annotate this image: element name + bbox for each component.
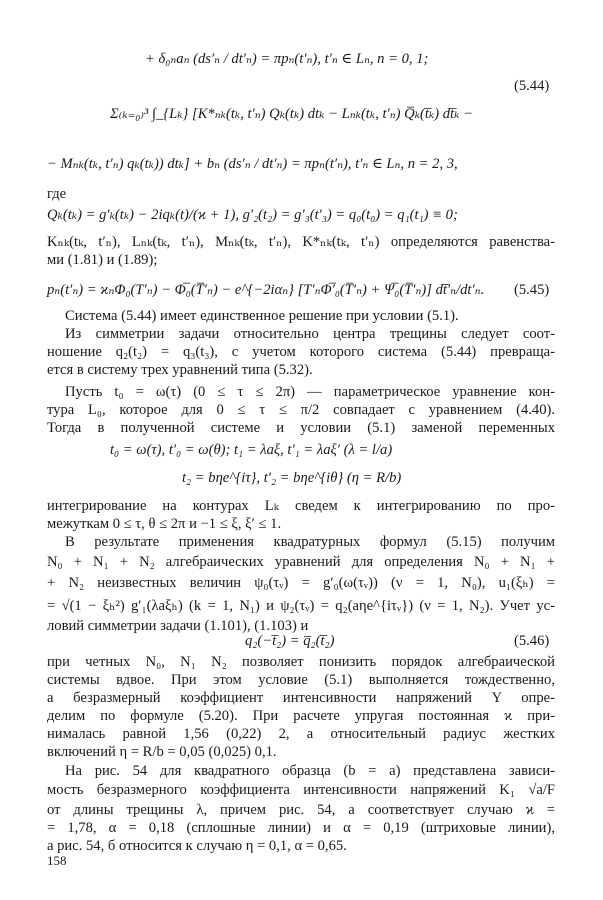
paragraph-4-line-1: интегрирование на контурах Lₖ сведем к интегрированию по про- — [47, 498, 555, 514]
paragraph-7-line-3: от длины трещины λ, причем рис. 54, а соответствует случаю ϰ = — [47, 802, 555, 818]
paragraph-7-line-2: мость безразмерного коэффициента интенсивности напряжений K₁ √a/F — [47, 782, 555, 798]
paragraph-1-line-1: Система (5.44) имеет единственное решение при условии (5.1). — [65, 308, 459, 324]
paragraph-3-line-2: тура L₀, которое для 0 ≤ τ ≤ π/2 совпадает с уравнением (4.40). — [47, 402, 555, 418]
paragraph-6-line-4: делим по формуле (5.20). При расчете упругая постоянная ϰ при- — [47, 708, 555, 724]
equation-5-44-line-1: + δ₀ₙaₙ (ds′ₙ / dt′ₙ) = πpₙ(t′ₙ), t′ₙ ∈ Lₙ, n = 0, 1; — [145, 51, 429, 67]
paragraph-6-line-5: нималась равной 1,56 (0,22) 2, а относительный радиус жестких — [47, 726, 555, 742]
equation-number-5-44: (5.44) — [514, 78, 550, 94]
paragraph-5-line-1: В результате применения квадратурных формул (5.15) получим — [65, 534, 555, 550]
paragraph-5-line-2: N₀ + N₁ + N₂ алгебраических уравнений для определения N₀ + N₁ + — [47, 554, 555, 570]
substitution-line-1: t₀ = ω(τ), t′₀ = ω(θ); t₁ = λaξ, t′₁ = λaξ′ (λ = l/a) — [110, 442, 393, 458]
equation-5-44-line-2: Σ₍ₖ₌₀₎³ ∫_{Lₖ} [K*ₙₖ(tₖ, t′ₙ) Qₖ(tₖ) dtₖ − Lₙₖ(tₖ, t′ₙ) Q̅ₖ(t̅ₖ) dt̅ₖ − — [110, 106, 473, 122]
equation-5-45: pₙ(t′ₙ) = ϰₙΦ₀(T′ₙ) − Φ̅₀(T̅′ₙ) − e^{−2iαₙ} [T′ₙΦ̅′₀(T̅′ₙ) + Ψ̅₀(T̅′ₙ)] dt̅′ₙ/dt′ₙ. — [47, 282, 485, 298]
paragraph-4-line-2: межуткам 0 ≤ τ, θ ≤ 2π и −1 ≤ ξ, ξ′ ≤ 1. — [47, 516, 282, 532]
paragraph-7-line-4: = 1,78, α = 0,18 (сплошные линии) и α = 0,19 (штриховые линии), — [47, 820, 555, 836]
paragraph-2-line-1: Из симметрии задачи относительно центра трещины следует соот- — [65, 326, 555, 342]
paragraph-7-line-1: На рис. 54 для квадратного образца (b = a) представлена зависи- — [65, 763, 555, 779]
equation-number-5-46: (5.46) — [514, 633, 550, 649]
paragraph-5-line-5: ловий симметрии задачи (1.101), (1.103) и — [47, 618, 309, 634]
paragraph-3-line-1: Пусть t₀ = ω(τ) (0 ≤ τ ≤ 2π) — параметрическое уравнение кон- — [65, 384, 555, 400]
paragraph-6-line-1: при четных N₀, N₁ N₂ позволяет понизить порядок алгебраической — [47, 654, 555, 670]
definition-K-line: Kₙₖ(tₖ, t′ₙ), Lₙₖ(tₖ, t′ₙ), Mₙₖ(tₖ, t′ₙ), K*ₙₖ(tₖ, t′ₙ) определяются равенства- — [47, 234, 555, 250]
equation-number-5-45: (5.45) — [514, 282, 550, 298]
where-word: где — [47, 186, 67, 202]
equation-5-46: q₂(−t̅₂) = q̅₂(t̅₂) — [245, 633, 335, 649]
paragraph-7-line-5: а рис. 54, б относится к случаю η = 0,1, α = 0,65. — [47, 838, 347, 854]
page-number: 158 — [47, 853, 67, 868]
equation-5-44-line-3: − Mₙₖ(tₖ, t′ₙ) qₖ(tₖ)) dtₖ] + bₙ (ds′ₙ / dt′ₙ) = πpₙ(t′ₙ), t′ₙ ∈ Lₙ, n = 2, 3, — [47, 156, 458, 172]
paragraph-3-line-3: Тогда в полученной системе и условии (5.1) заменой переменных — [47, 420, 555, 436]
paragraph-5-line-3: + N₂ неизвестных величин ψ₀(τᵥ) = g′₀(ω(τᵥ)) (ν = 1, N₀), u₁(ξₕ) = — [47, 575, 555, 591]
paragraph-6-line-2: системы вдвое. При этом условие (5.1) выполняется тождественно, — [47, 672, 555, 688]
paragraph-6-line-3: а безразмерный коэффициент интенсивности напряжений Y опре- — [47, 690, 555, 706]
paragraph-2-line-3: ется в систему трех уравнений типа (5.32). — [47, 362, 313, 378]
definition-K-line-2: ми (1.81) и (1.89); — [47, 252, 158, 268]
paragraph-5-line-4: = √(1 − ξₕ²) g′₁(λaξₕ) (k = 1, N₁) и ψ₂(τᵥ) = q₂(aηe^{iτᵥ}) (ν = 1, N₂). Учет ус- — [47, 598, 555, 614]
definition-Q: Qₖ(tₖ) = g′ₖ(tₖ) − 2iqₖ(t)/(ϰ + 1), g′₂(t₂) = g′₃(t′₃) = q₀(t₀) = q₁(t₁) ≡ 0; — [47, 207, 458, 223]
paragraph-2-line-2: ношение q₂(t₂) = q₃(t₃), с учетом которого система (5.44) превраща- — [47, 344, 555, 360]
substitution-line-2: t₂ = bηe^{iτ}, t′₂ = bηe^{iθ} (η = R/b) — [182, 470, 402, 486]
paragraph-6-line-6: включений η = R/b = 0,05 (0,025) 0,1. — [47, 744, 277, 760]
